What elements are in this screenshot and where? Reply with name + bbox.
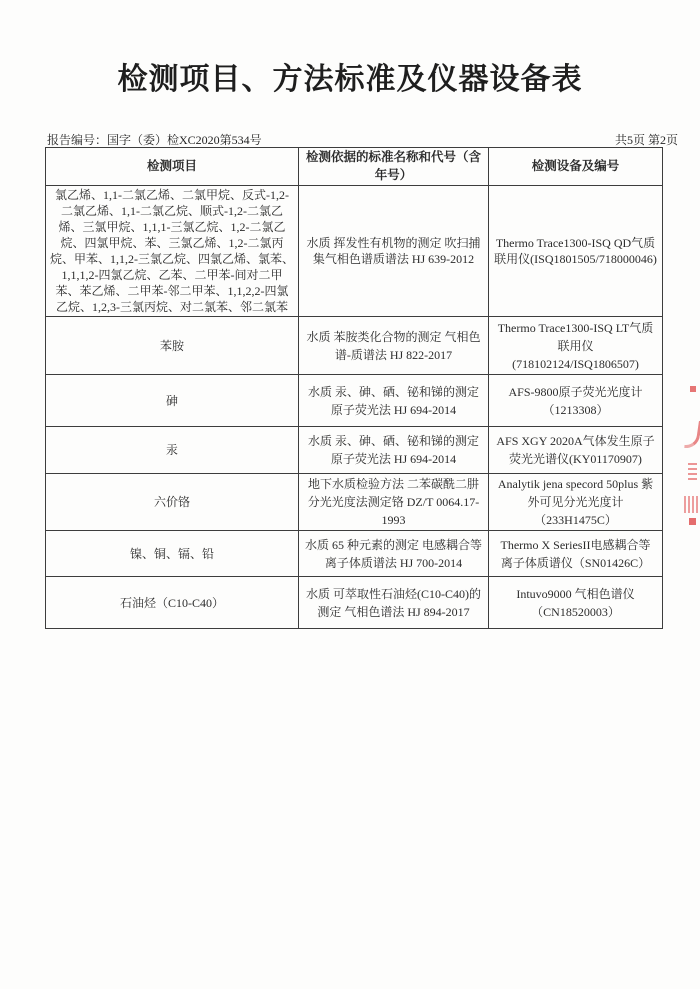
cell-method-standard: 水质 可萃取性石油烃(C10-C40)的测定 气相色谱法 HJ 894-2017 [299,577,489,629]
table-header-row [46,148,663,186]
cell-method-standard: 水质 挥发性有机物的测定 吹扫捕集气相色谱质谱法 HJ 639-2012 [299,186,489,317]
cell-equipment: AFS-9800原子荧光光度计（1213308） [489,375,663,427]
cell-test-item: 苯胺 [46,317,299,375]
table-row [46,577,663,629]
cell-equipment: Thermo Trace1300-ISQ QD气质联用仪(ISQ1801505/718000046) [489,186,663,317]
table-row [46,186,663,317]
cell-test-item: 镍、铜、镉、铅 [46,531,299,577]
cell-equipment: Thermo Trace1300-ISQ LT气质联用仪(718102124/ISQ1806507) [489,317,663,375]
stamp-fragment [684,419,700,450]
table-row [46,531,663,577]
cell-equipment: AFS XGY 2020A气体发生原子荧光光谱仪(KY01170907) [489,427,663,474]
table-row [46,427,663,474]
col-header-test-item: 检测项目 [46,148,299,186]
cell-test-item: 砷 [46,375,299,427]
cell-test-item: 汞 [46,427,299,474]
cell-test-item: 氯乙烯、1,1-二氯乙烯、二氯甲烷、反式-1,2-二氯乙烯、1,1-二氯乙烷、顺式-1,2-二氯乙烯、三氯甲烷、1,1,1-三氯乙烷、1,2-二氯乙烷、四氯甲烷、苯、三氯乙烯、1,2-二氯丙烷、甲苯、1,1,2-三氯乙烷、四氯乙烯、氯苯、1,1,1,2-四氯乙烷、乙苯、二甲苯-间对二甲苯、苯乙烯、二甲苯-邻二甲苯、1,1,2,2-四氯乙烷、1,2,3-三氯丙烷、对二氯苯、邻二氯苯 [46,186,299,317]
cell-method-standard: 水质 苯胺类化合物的测定 气相色谱-质谱法 HJ 822-2017 [299,317,489,375]
test-items-table [45,147,663,629]
stamp-fragment [690,386,696,392]
table-row [46,375,663,427]
cell-test-item: 石油烃（C10-C40） [46,577,299,629]
cell-equipment: Intuvo9000 气相色谱仪（CN18520003） [489,577,663,629]
cell-equipment: Analytik jena specord 50plus 紫外可见分光光度计（233H1475C） [489,474,663,531]
cell-method-standard: 地下水质检验方法 二苯碳酰二肼分光光度法测定铬 DZ/T 0064.17-1993 [299,474,489,531]
report-number: 报告编号：国字（委）检XC2020第534号 [47,133,262,147]
table-row [46,474,663,531]
table-row [46,317,663,375]
cell-method-standard: 水质 汞、砷、硒、铋和锑的测定 原子荧光法 HJ 694-2014 [299,375,489,427]
col-header-method-standard: 检测依据的标准名称和代号（含年号） [299,148,489,186]
cell-equipment: Thermo X SeriesII电感耦合等离子体质谱仪（SN01426C） [489,531,663,577]
stamp-fragment [689,518,696,525]
col-header-equipment: 检测设备及编号 [489,148,663,186]
cell-method-standard: 水质 65 种元素的测定 电感耦合等离子体质谱法 HJ 700-2014 [299,531,489,577]
page-indicator: 共5页 第2页 [614,133,678,147]
cell-test-item: 六价铬 [46,474,299,531]
cell-method-standard: 水质 汞、砷、硒、铋和锑的测定 原子荧光法 HJ 694-2014 [299,427,489,474]
stamp-fragment [688,463,697,480]
stamp-fragment [684,496,698,513]
report-meta [47,131,678,148]
page-title: 检测项目、方法标准及仪器设备表 [117,63,583,96]
